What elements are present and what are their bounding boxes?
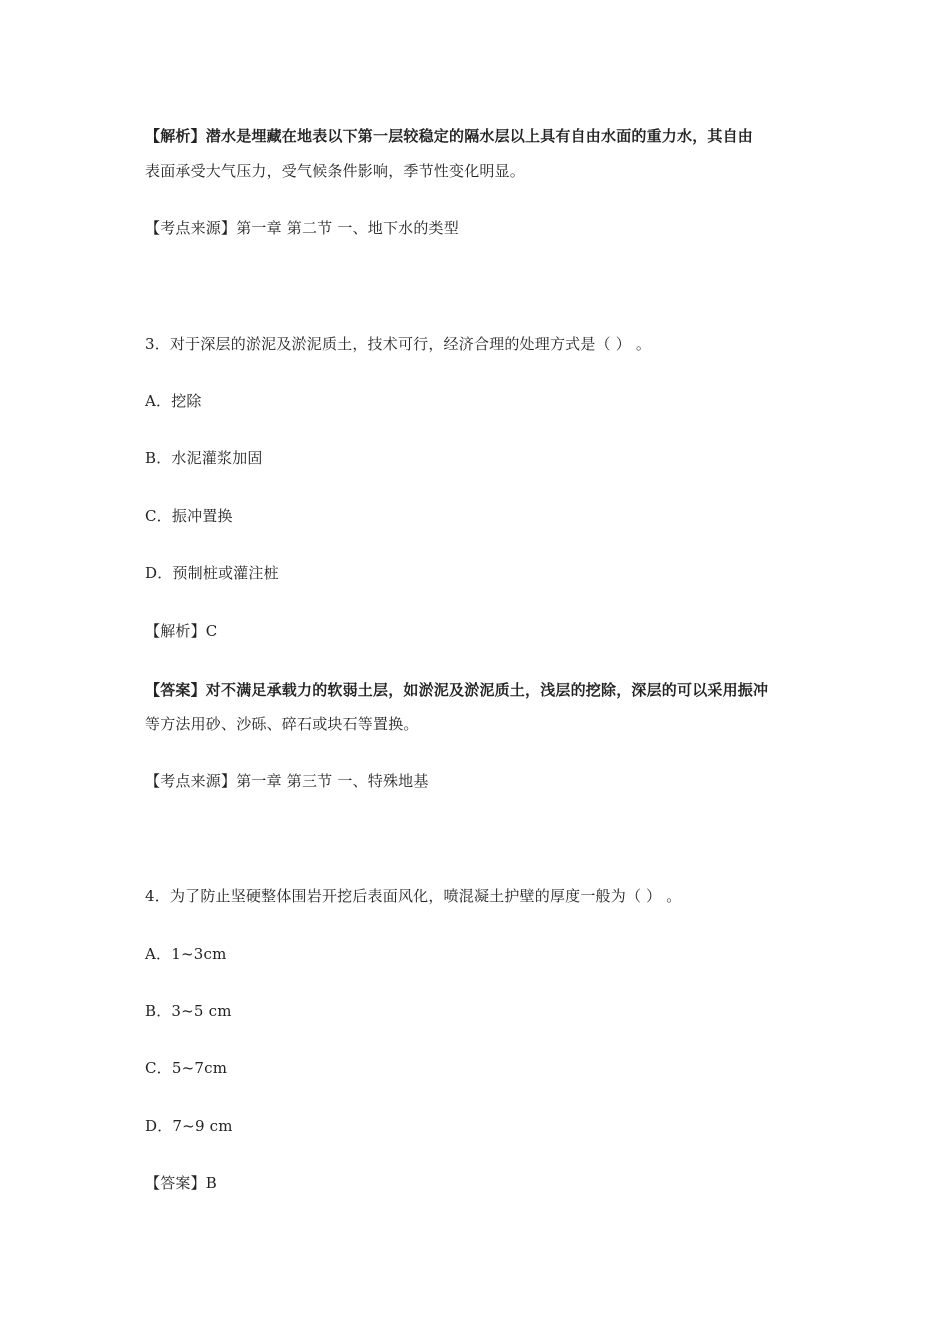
analysis-prev-line-2: 表面承受大气压力，受气候条件影响，季节性变化明显。 [145,162,526,180]
q3-option-a: A．挖除 [145,392,202,410]
q3-option-b: B．水泥灌浆加固 [145,449,263,467]
q4-option-c: C．5~7cm [145,1059,228,1077]
q4-question: 4．为了防止坚硬整体围岩开挖后表面风化，喷混凝土护壁的厚度一般为（ ） 。 [145,887,682,905]
q4-option-b: B．3~5 cm [145,1002,232,1020]
q4-option-a: A．1~3cm [145,945,227,963]
source-prev: 【考点来源】第一章 第二节 一、地下水的类型 [145,219,459,237]
q3-analysis: 【解析】C [145,622,218,640]
q3-source: 【考点来源】第一章 第三节 一、特殊地基 [145,772,429,790]
q3-answer-line-2: 等方法用砂、沙砾、碎石或块石等置换。 [145,715,419,733]
q3-option-c: C．振冲置换 [145,507,233,525]
analysis-prev-line-1: 【解析】潜水是埋藏在地表以下第一层较稳定的隔水层以上具有自由水面的重力水，其自由 [145,127,754,145]
q3-option-d: D．预制桩或灌注桩 [145,564,279,582]
q3-answer-line-1: 【答案】对不满足承载力的软弱土层，如淤泥及淤泥质土，浅层的挖除，深层的可以采用振冲 [145,681,769,699]
q4-option-d: D．7~9 cm [145,1117,233,1135]
q4-answer: 【答案】B [145,1174,218,1192]
q3-question: 3．对于深层的淤泥及淤泥质土，技术可行，经济合理的处理方式是（ ） 。 [145,335,652,353]
